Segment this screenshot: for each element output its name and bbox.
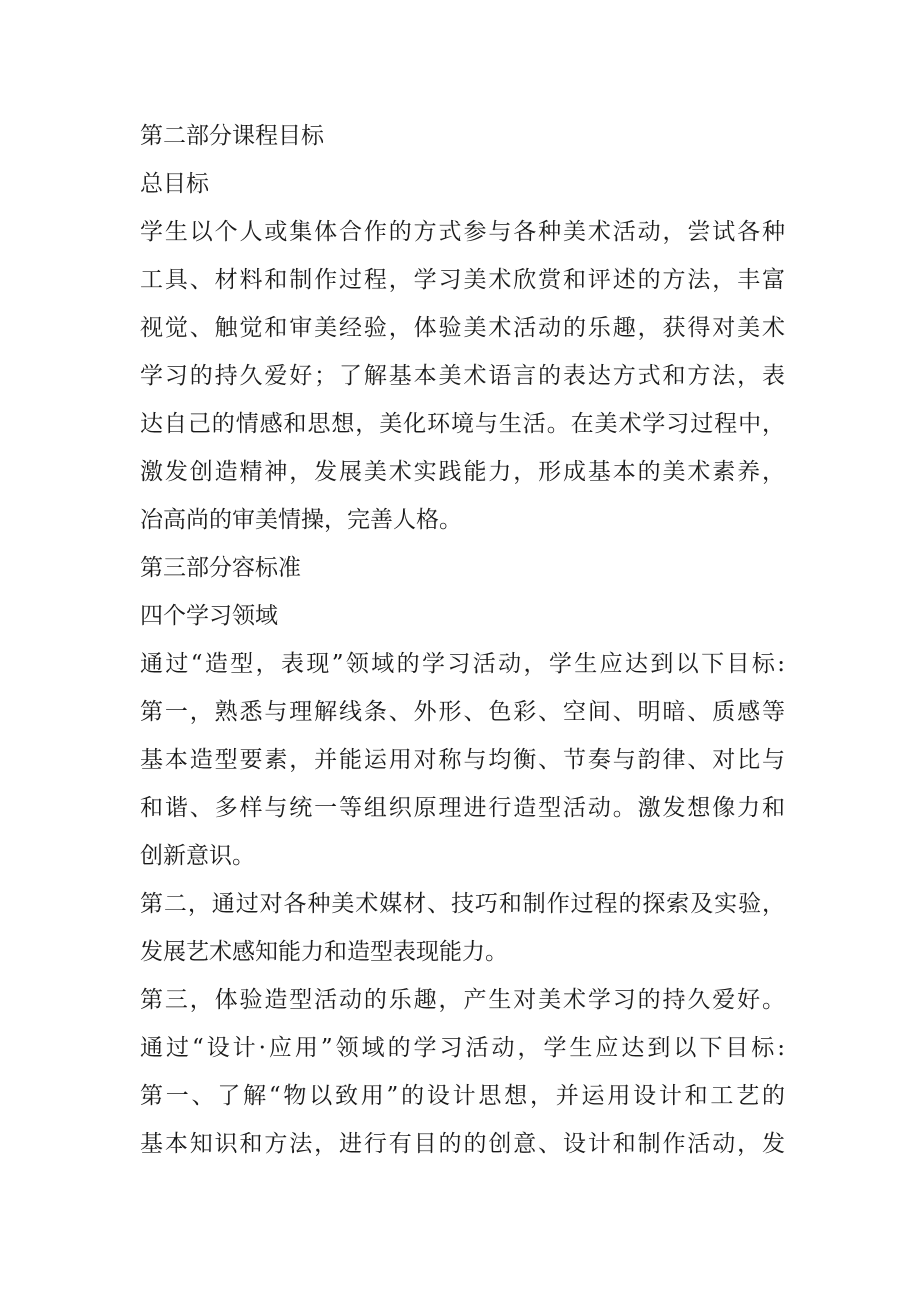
paragraph-line: 工具、材料和制作过程，学习美术欣赏和评述的方法，丰富	[140, 267, 785, 293]
paragraph-line: 达自己的情感和思想，美化环境与生活。在美术学习过程中，	[140, 411, 785, 437]
section-heading-2: 第二部分课程目标	[140, 123, 324, 149]
paragraph-line: 通过“设计·应用”领域的学习活动，学生应达到以下目标:	[140, 1035, 785, 1061]
paragraph-line: 第二，通过对各种美术媒材、技巧和制作过程的探索及实验，	[140, 891, 785, 917]
paragraph-line: 基本造型要素，并能运用对称与均衡、节奏与韵律、对比与	[140, 747, 785, 773]
paragraph-line: 创新意识。	[140, 843, 255, 869]
paragraph-line: 通过“造型，表现”领域的学习活动，学生应达到以下目标:	[140, 651, 785, 677]
paragraph-line: 视觉、触觉和审美经验，体验美术活动的乐趣，获得对美术	[140, 315, 785, 341]
paragraph-line: 学习的持久爱好；了解基本美术语言的表达方式和方法，表	[140, 363, 785, 389]
paragraph-line: 基本知识和方法，进行有目的的创意、设计和制作活动，发	[140, 1131, 785, 1157]
paragraph-line: 第一，熟悉与理解线条、外形、色彩、空间、明暗、质感等	[140, 699, 785, 725]
paragraph-line: 发展艺术感知能力和造型表现能力。	[140, 939, 508, 965]
paragraph-line: 第一、了解“物以致用”的设计思想，并运用设计和工艺的	[140, 1083, 785, 1109]
subheading-overall-goal: 总目标	[140, 171, 209, 197]
paragraph-line: 第三，体验造型活动的乐趣，产生对美术学习的持久爱好。	[140, 987, 785, 1013]
document-body	[140, 112, 785, 1168]
paragraph-line: 和谐、多样与统一等组织原理进行造型活动。激发想像力和	[140, 795, 785, 821]
section-heading-3: 第三部分容标准	[140, 555, 301, 581]
paragraph-line: 学生以个人或集体合作的方式参与各种美术活动，尝试各种	[140, 219, 785, 245]
subheading-four-domains: 四个学习领域	[140, 603, 278, 629]
paragraph-line: 激发创造精神，发展美术实践能力，形成基本的美术素养，	[140, 459, 785, 485]
paragraph-line: 冶高尚的审美情操，完善人格。	[140, 507, 462, 533]
